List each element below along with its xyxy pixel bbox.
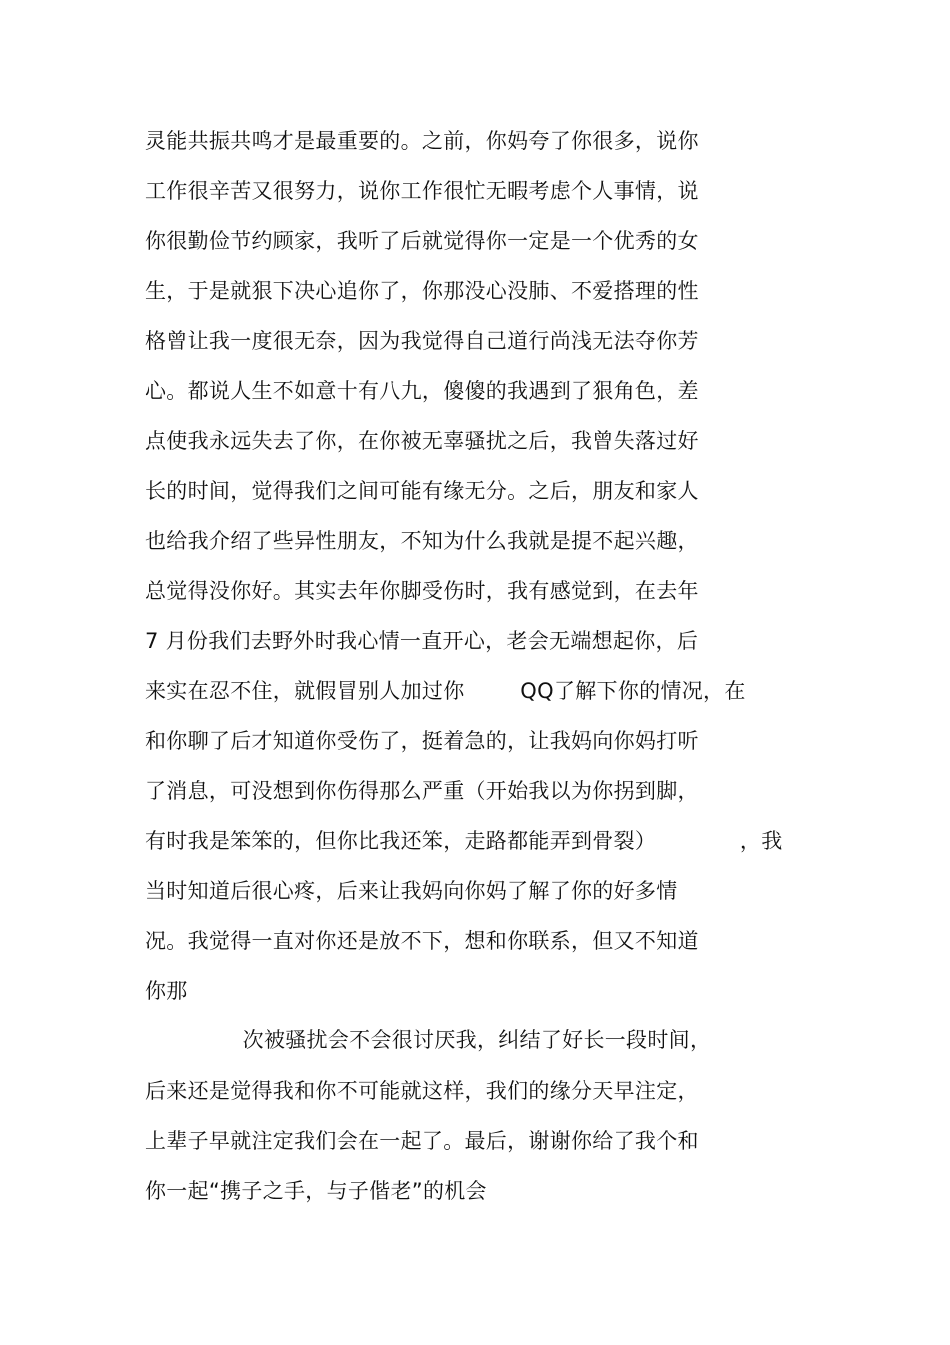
text-line: 点使我永远失去了你，在你被无辜骚扰之后，我曾失落过好 bbox=[145, 429, 699, 453]
text-line: 了消息，可没想到你伤得那么严重（开始我以为你拐到脚， bbox=[145, 779, 699, 803]
text-line: 有时我是笨笨的，但你比我还笨，走路都能弄到骨裂） ，我 bbox=[145, 829, 783, 853]
text-line: 生，于是就狠下决心追你了，你那没心没肺、不爱搭理的性 bbox=[145, 279, 699, 303]
text-line: 上辈子早就注定我们会在一起了。最后，谢谢你给了我个和 bbox=[145, 1129, 699, 1153]
text-line: 和你聊了后才知道你受伤了，挺着急的，让我妈向你妈打听 bbox=[145, 729, 699, 753]
text-line: 长的时间，觉得我们之间可能有缘无分。之后，朋友和家人 bbox=[145, 479, 699, 503]
text-line: 你很勤俭节约顾家，我听了后就觉得你一定是一个优秀的女 bbox=[145, 229, 699, 253]
text-line: 工作很辛苦又很努力，说你工作很忙无暇考虑个人事情，说 bbox=[145, 179, 699, 203]
text-line: 来实在忍不住，就假冒别人加过你 QQ了解下你的情况，在 bbox=[145, 679, 746, 703]
text-line: 你一起“携子之手，与子偕老”的机会 bbox=[145, 1179, 487, 1203]
text-line: 况。我觉得一直对你还是放不下，想和你联系，但又不知道 bbox=[145, 929, 699, 953]
text-line: 后来还是觉得我和你不可能就这样，我们的缘分天早注定， bbox=[145, 1079, 699, 1103]
text-line: 也给我介绍了些异性朋友，不知为什么我就是提不起兴趣， bbox=[145, 529, 699, 553]
text-line: 次被骚扰会不会很讨厌我，纠结了好长一段时间， bbox=[145, 1028, 712, 1052]
text-line: 格曾让我一度很无奈，因为我觉得自己道行尚浅无法夺你芳 bbox=[145, 329, 699, 353]
text-line: 灵能共振共鸣才是最重要的。之前，你妈夸了你很多，说你 bbox=[145, 129, 699, 153]
text-line: 7 月份我们去野外时我心情一直开心，老会无端想起你，后 bbox=[145, 629, 699, 653]
text-line: 总觉得没你好。其实去年你脚受伤时，我有感觉到，在去年 bbox=[145, 579, 699, 603]
text-line: 你那 bbox=[145, 979, 188, 1003]
text-line: 当时知道后很心疼，后来让我妈向你妈了解了你的好多情 bbox=[145, 879, 678, 903]
text-line: 心。都说人生不如意十有八九，傻傻的我遇到了狠角色，差 bbox=[145, 379, 699, 403]
